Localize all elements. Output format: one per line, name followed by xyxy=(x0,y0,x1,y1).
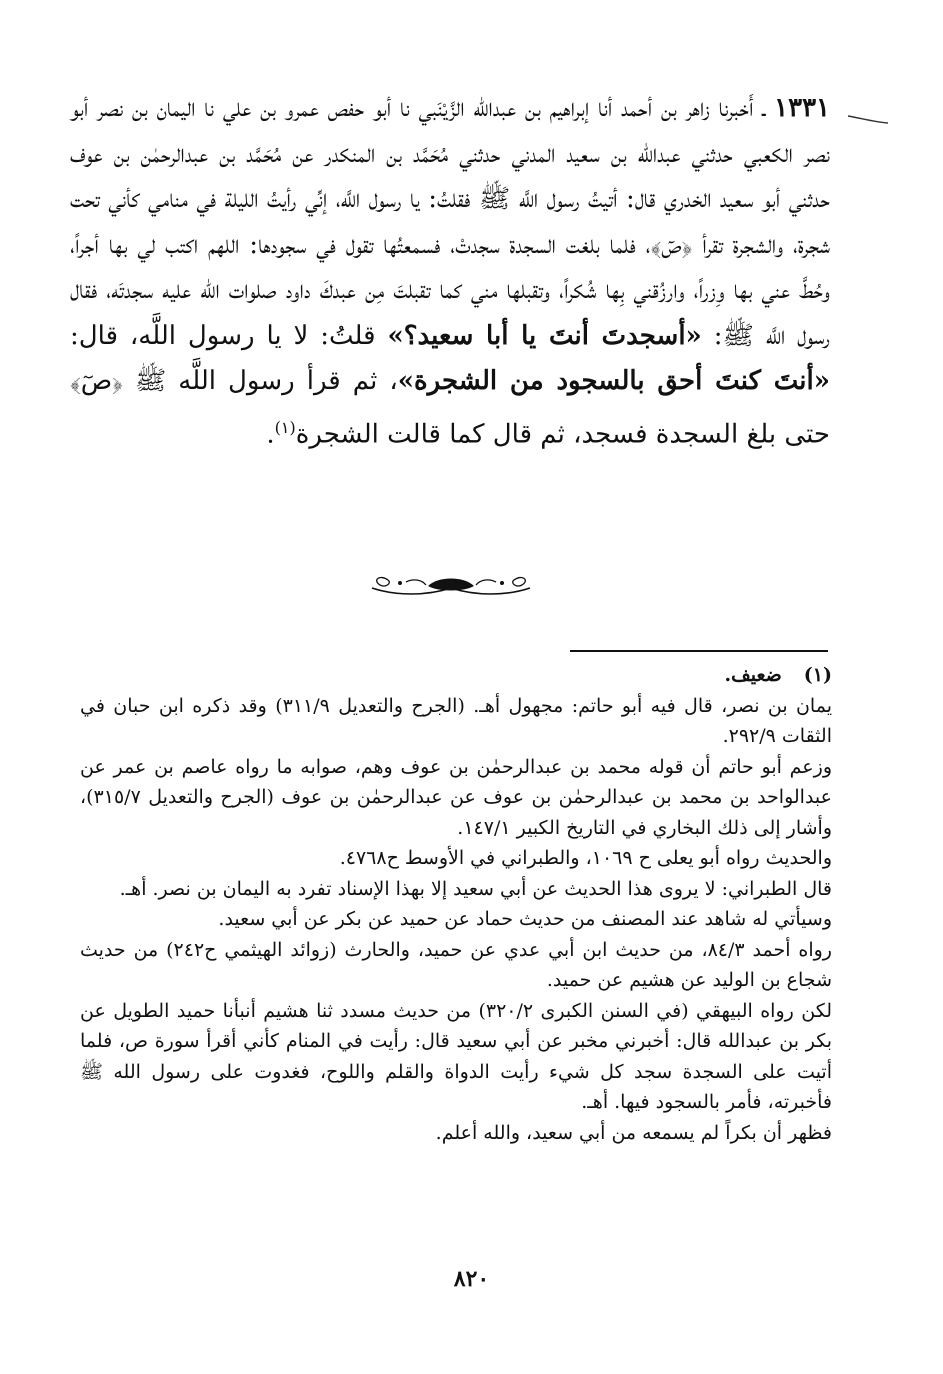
hadith-text-3: ، ثم قرأ رسول اللَّه ﷺ ﴿صٓ﴾ حتى بلغ السجدة فسجد، ثم قال كما قالت الشجرة xyxy=(70,366,830,450)
footnote-paragraph: قال الطبراني: لا يروى هذا الحديث عن أبي سعيد إلا بهذا الإسناد تفرد به اليمان بن نصر. أهـ. xyxy=(119,877,832,900)
footnote-paragraph: يمان بن نصر، قال فيه أبو حاتم: مجهول أهـ. (الجرح والتعديل ٣١١/٩) وقد ذكره ابن حبان في الثقات ٢٩٢/٩. xyxy=(80,694,832,747)
page-number: ٨٢٠ xyxy=(453,1266,490,1292)
prophet-quote-2: «أنتَ كنتَ أحق بالسجود من الشجرة» xyxy=(397,366,831,396)
margin-mark xyxy=(846,108,890,126)
footnote-separator xyxy=(570,650,828,652)
prophet-quote-1: «أسجدتَ أنتَ يا أبا سعيد؟» xyxy=(387,320,702,351)
footnote-paragraph: وزعم أبو حاتم أن قوله محمد بن عبدالرحمٰن بن عوف وهم، صوابه ما رواه عاصم بن عمر عن عبدالواحد بن محمد بن عبدالرحمٰن بن عوف عن عبدالرحمٰن بن عوف (الجرح والتعديل ٣١٥/٧)، وأشار إلى ذلك البخاري في التاريخ الكبير ١٤٧/١. xyxy=(80,755,832,839)
footnote-paragraph: فظهر أن بكراً لم يسمعه من أبي سعيد، والله أعلم. xyxy=(435,1121,832,1144)
footnotes xyxy=(80,660,832,1148)
hadith-isnad-and-text: ـ أَخبرنا زاهر بن أحمد أنا إبراهيم بن عبدالله الزَّيْنَبي نا أبو حفص عمرو بن علي نا اليمان بن نصر أبو نصر الكعبي حدثني عبدالله بن سعيد المدني حدثني مُحَمَّد بن المنكدر عن مُحَمَّد بن عبدالرحمٰن بن عوف حدثني أبو سعيد الخدري قال: أتيتُ رسول اللَّه ﷺ فقلتُ: يا رسول اللَّه، إنِّي رأيتُ الليلة في منامي كأني تحت شجرة، والشجرة تقرأ ﴿صٓ﴾، فلما بلغت السجدة سجدتْ، فسمعتُها تقول في سجودها: اللهم اكتب لي بها أجراً، وحُطَّ عني بها وِزراً، وارزُقني بِها شُكراً، وتقبلها مني كما تقبلتَ مِن عبدكَ داود صلوات الله عليه سجدتَه، فقال رسول اللَّه ﷺ: xyxy=(70,93,831,351)
hadith-text xyxy=(70,86,830,458)
footnote-paragraph: رواه أحمد ٨٤/٣، من حديث ابن أبي عدي عن حميد، والحارث (زوائد الهيثمي ح٢٤٢) من حديث شجاع بن الوليد عن هشيم عن حميد. xyxy=(80,938,832,991)
footnote-reference: (١) xyxy=(274,417,296,437)
footnote-marker: (١) xyxy=(803,664,832,686)
hadith-paragraph xyxy=(70,86,830,458)
footnote-paragraph: وسيأتي له شاهد عند المصنف من حديث حماد عن حميد عن بكر عن أبي سعيد. xyxy=(218,908,832,930)
footnote-heading xyxy=(80,660,832,691)
footnote-grade: ضعيف. xyxy=(724,664,782,686)
footnote-paragraph: والحديث رواه أبو يعلى ح ١٠٦٩، والطبراني في الأوسط ح٤٧٦٨. xyxy=(339,847,832,869)
ornament-divider xyxy=(366,566,536,604)
hadith-end: . xyxy=(266,419,275,450)
hadith-number: ١٣٣١ xyxy=(774,93,831,123)
footnote-paragraph: لكن رواه البيهقي (في السنن الكبرى ٣٢٠/٢) من حديث مسدد ثنا هشيم أنبأنا حميد الطويل عن بكر بن عبدالله قال: أخبرني مخبر عن أبي سعيد قال: رأيت في المنام كأني أقرأ سورة ص، فلما أتيت على السجدة سجد كل شيء رأيت الدواة والقلم واللوح، فغدوت على رسول الله ﷺ فأخبرته، فأمر بالسجود فيها. أهـ. xyxy=(80,999,832,1113)
hadith-text-2: قلتُ: لا يا رسول اللَّه، قال: xyxy=(70,320,376,351)
